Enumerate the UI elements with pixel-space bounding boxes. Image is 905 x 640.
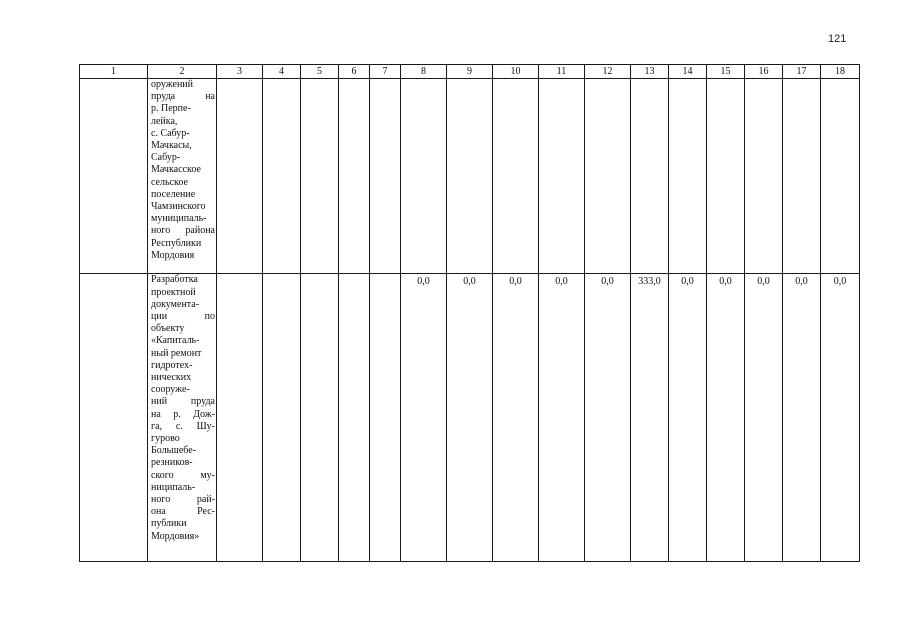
header-cell: 3 (217, 65, 263, 79)
value-cell: 0,0 (707, 274, 745, 562)
table-cell (745, 79, 783, 274)
description-line: на р. Дож- (151, 408, 215, 420)
description-line: поселение (151, 188, 196, 200)
description-line: Чамзинского (151, 201, 206, 213)
value-cell: 0,0 (539, 274, 585, 562)
description-line: муниципаль- (151, 213, 207, 225)
table-cell (707, 79, 745, 274)
table-cell (585, 79, 631, 274)
header-cell: 8 (401, 65, 447, 79)
table-cell (370, 79, 401, 274)
header-cell: 2 (148, 65, 217, 79)
value-cell: 0,0 (401, 274, 447, 562)
header-cell: 15 (707, 65, 745, 79)
description-line: лейка, (151, 115, 178, 127)
description-line: пруда на (151, 91, 215, 103)
header-cell: 6 (339, 65, 370, 79)
table-cell (783, 79, 821, 274)
value-cell: 0,0 (669, 274, 707, 562)
description-cell (148, 79, 217, 274)
header-cell: 18 (821, 65, 860, 79)
table-cell (339, 274, 370, 562)
header-cell: 16 (745, 65, 783, 79)
description-line: объекту (151, 323, 185, 335)
description-line: документа- (151, 298, 200, 310)
page-number: 121 (828, 33, 847, 45)
value-cell: 0,0 (585, 274, 631, 562)
value-cell: 0,0 (783, 274, 821, 562)
description-line: ниципаль- (151, 481, 196, 493)
description-line: ции по (151, 311, 215, 323)
table-cell (80, 79, 148, 274)
description-line: Мачкасы, (151, 140, 192, 152)
description-line: ского му- (151, 469, 215, 481)
description-line: оружений (151, 79, 194, 91)
table-cell (301, 274, 339, 562)
table-cell (401, 79, 447, 274)
description-line: Мордовия (151, 249, 195, 261)
description-line: резников- (151, 457, 193, 469)
header-cell: 14 (669, 65, 707, 79)
table-cell (80, 274, 148, 562)
table-cell (301, 79, 339, 274)
table-cell (263, 79, 301, 274)
header-cell: 12 (585, 65, 631, 79)
description-line: Большебе- (151, 445, 197, 457)
table-cell (631, 79, 669, 274)
header-cell: 17 (783, 65, 821, 79)
value-cell: 333,0 (631, 274, 669, 562)
description-line: сооруже- (151, 384, 190, 396)
description-line: Сабур- (151, 152, 181, 164)
description-line: Мачкасское (151, 164, 201, 176)
table-cell (669, 79, 707, 274)
description-line: га, с. Шу- (151, 420, 215, 432)
table-cell (493, 79, 539, 274)
description-line: нических (151, 372, 192, 384)
header-cell: 4 (263, 65, 301, 79)
description-line: она Рес- (151, 506, 215, 518)
data-table (79, 64, 860, 562)
header-cell: 5 (301, 65, 339, 79)
table-cell (217, 79, 263, 274)
table-cell (339, 79, 370, 274)
description-line: с. Сабур- (151, 127, 190, 139)
description-line: гидротех- (151, 359, 193, 371)
table-row (80, 274, 860, 562)
value-cell: 0,0 (821, 274, 860, 562)
header-cell: 11 (539, 65, 585, 79)
value-cell: 0,0 (447, 274, 493, 562)
value-cell: 0,0 (493, 274, 539, 562)
description-line: «Капиталь- (151, 335, 200, 347)
header-cell: 10 (493, 65, 539, 79)
header-cell: 1 (80, 65, 148, 79)
description-line: ный ремонт (151, 347, 202, 359)
description-cell (148, 274, 217, 562)
table-cell (263, 274, 301, 562)
table-cell (217, 274, 263, 562)
description-line: гурово (151, 433, 180, 445)
header-cell: 13 (631, 65, 669, 79)
description-line: Мордовия» (151, 530, 200, 542)
table-cell (447, 79, 493, 274)
description-line: сельское (151, 176, 188, 188)
description-line: Разработка (151, 274, 198, 286)
table-row (80, 79, 860, 274)
table-cell (821, 79, 860, 274)
table-cell (539, 79, 585, 274)
value-cell: 0,0 (745, 274, 783, 562)
description-line: ний пруда (151, 396, 215, 408)
header-row (80, 65, 860, 79)
description-line: ного района (151, 225, 215, 237)
description-line: Республики (151, 237, 202, 249)
description-line: проектной (151, 286, 196, 298)
header-cell: 7 (370, 65, 401, 79)
header-cell: 9 (447, 65, 493, 79)
table-cell (370, 274, 401, 562)
description-line: публики (151, 518, 187, 530)
description-line: р. Перпе- (151, 103, 191, 115)
description-line: ного рай- (151, 494, 215, 506)
